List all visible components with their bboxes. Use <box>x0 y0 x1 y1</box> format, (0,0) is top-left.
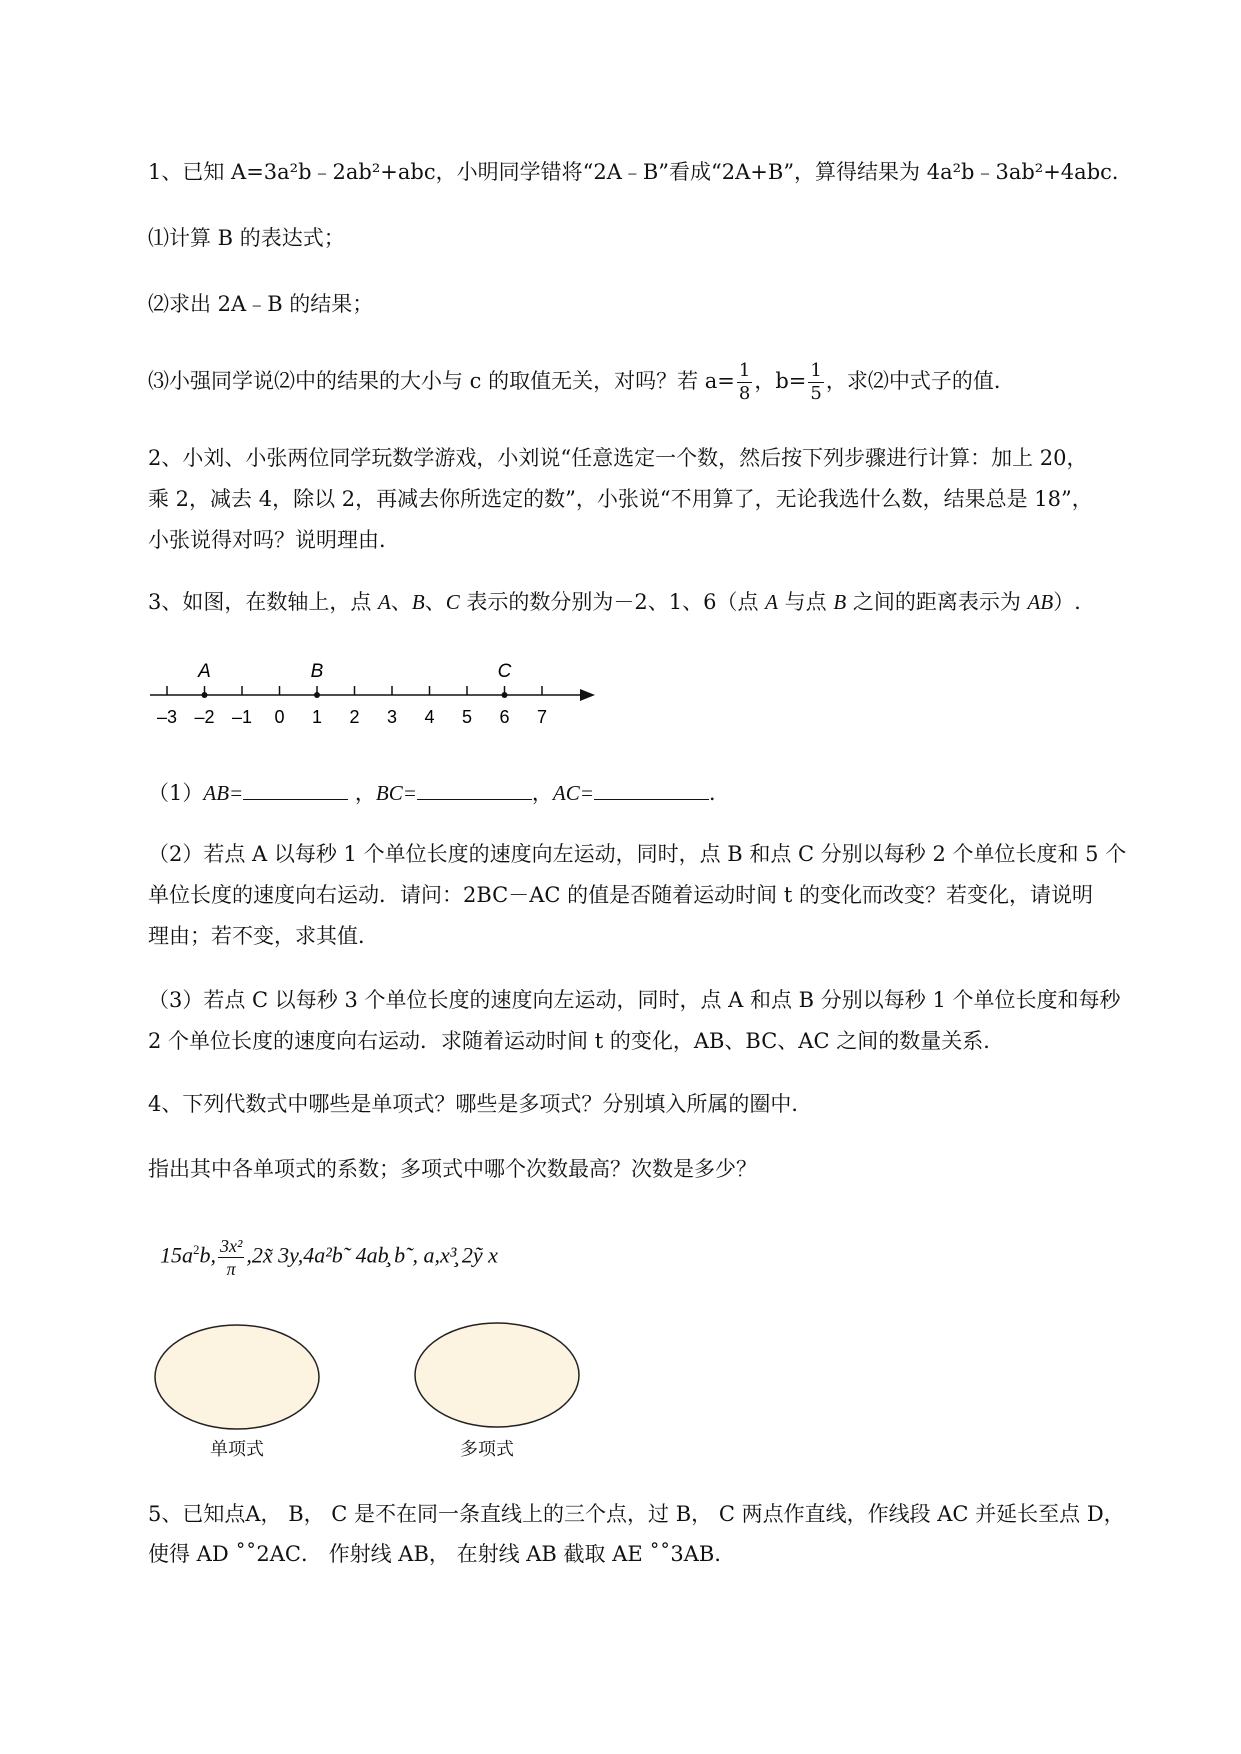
q3-part3-line2: 2 个单位长度的速度向右运动．求随着运动时间 t 的变化，AB、BC、AC 之间的数量关系． <box>148 1029 1005 1053</box>
tick-label: 7 <box>536 707 548 727</box>
fraction-b-numerator: 1 <box>810 360 822 381</box>
q3-ab-notation: AB <box>1027 590 1054 614</box>
point-a-dot <box>202 692 208 698</box>
q1-stem: 1、已知 A=3a²b﹣2ab²+abc，小明同学错将“2A﹣B”看成“2A+B”，算得结果为 4a²b﹣3ab²+4abc． <box>148 160 1133 184</box>
q4-expressions <box>160 1235 498 1280</box>
q3-part1-end: . <box>708 781 716 805</box>
point-c-label: C <box>497 661 512 682</box>
q3-stem-text-b: 表示的数分别为－2、1、6（点 <box>459 590 766 614</box>
monomial-circle <box>150 1320 325 1435</box>
expr-15a: 15a <box>160 1242 193 1268</box>
bc-answer-blank[interactable] <box>417 777 532 800</box>
q3-point-a: A <box>378 590 391 614</box>
q5-line2: 使得 AD ˚˚2AC． 作射线 AB， 在射线 AB 截取 AE ˚˚3AB． <box>148 1542 736 1566</box>
q3-stem-text-a: 3、如图，在数轴上，点 <box>148 590 379 614</box>
q1-part3-mid: ，b= <box>754 369 807 393</box>
q3-part2-line1: （2）若点 A 以每秒 1 个单位长度的速度向左运动，同时，点 B 和点 C 分别以每秒 2 个单位长度和 5 个 <box>148 842 1127 866</box>
q3-point-b-ref: B <box>833 590 847 614</box>
q1-part3-before: ⑶小强同学说⑵中的结果的大小与 c 的取值无关，对吗？若 a= <box>148 369 735 393</box>
monomial-ellipse <box>155 1325 319 1429</box>
point-a-label: A <box>198 661 211 682</box>
q3-point-a-ref: A <box>765 590 778 614</box>
q1-part3-after: ，求⑵中式子的值． <box>825 369 1015 393</box>
q3-part2-line3: 理由；若不变，求其值． <box>148 924 379 948</box>
tick-label: 4 <box>424 707 435 727</box>
expr-fraction-den: π <box>226 1259 236 1279</box>
point-b-label: B <box>310 661 324 682</box>
point-b-dot <box>314 692 320 698</box>
point-c-dot <box>502 692 508 698</box>
tick-label: 5 <box>461 707 473 727</box>
fraction-a <box>737 360 752 405</box>
fraction-a-denominator: 8 <box>738 383 751 404</box>
tick-label: 2 <box>349 707 360 727</box>
number-line-arrow <box>580 689 595 701</box>
tick-label: 3 <box>386 707 398 727</box>
q5-line1: 5、已知点A， B， C 是不在同一条直线上的三个点，过 B， C 两点作直线，作线段 AC 并延长至点 D， <box>148 1502 1125 1526</box>
q3-part1-comma1: ， <box>354 781 376 805</box>
q2-line3: 小张说得对吗？说明理由． <box>148 528 400 552</box>
expr-fraction-num: 3x² <box>220 1236 243 1256</box>
q1-part2: ⑵求出 2A﹣B 的结果； <box>148 292 374 316</box>
q3-part1-prefix: （1） <box>148 781 204 805</box>
fraction-a-numerator: 1 <box>738 360 751 381</box>
q3-stem-text-e: ）. <box>1053 590 1081 614</box>
fraction-b-denominator: 5 <box>810 383 822 404</box>
q2-line2: 乘 2，减去 4，除以 2，再减去你所选定的数”，小张说“不用算了，无论我选什么数，结果总是 18”， <box>148 487 1093 511</box>
polynomial-label: 多项式 <box>460 1439 514 1460</box>
q3-part3-line1: （3）若点 C 以每秒 3 个单位长度的速度向左运动，同时，点 A 和点 B 分别以每秒 1 个单位长度和每秒 <box>148 988 1121 1012</box>
q3-part1 <box>148 777 716 807</box>
bc-label: BC= <box>375 781 417 805</box>
expr-exp: 2 <box>193 1242 200 1258</box>
tick-label: 0 <box>274 707 285 727</box>
q1-part3 <box>148 360 1015 405</box>
expr-rest: ,2x̃ 3y,4a²b˜ 4ab̧ b˜, a,x³̧ 2ỹ x <box>246 1242 498 1268</box>
tick-label: –2 <box>194 707 215 727</box>
q3-point-c: C <box>445 590 460 614</box>
expr-fraction <box>218 1235 244 1280</box>
q4-line2: 指出其中各单项式的系数；多项式中哪个次数最高？次数是多少？ <box>148 1157 757 1181</box>
tick-label: 1 <box>311 707 323 727</box>
expr-b: b, <box>199 1242 216 1268</box>
q2-line1: 2、小刘、小张两位同学玩数学游戏，小刘说“任意选定一个数，然后按下列步骤进行计算：加上 20， <box>148 446 1088 470</box>
fraction-b <box>808 360 823 405</box>
q3-stem-text-c: 与点 <box>777 590 834 614</box>
q3-stem-text-d: 之间的距离表示为 <box>846 590 1028 614</box>
polynomial-circle <box>410 1318 585 1433</box>
ab-answer-blank[interactable] <box>243 777 348 800</box>
polynomial-ellipse <box>415 1323 579 1427</box>
q1-part1: ⑴计算 B 的表达式； <box>148 226 345 250</box>
q3-sep1: 、 <box>390 590 412 614</box>
monomial-label: 单项式 <box>210 1439 264 1460</box>
q3-point-b: B <box>411 590 425 614</box>
q3-part1-comma2: ， <box>531 781 553 805</box>
ab-label: AB= <box>203 781 244 805</box>
number-line <box>140 655 600 735</box>
tick-label: –1 <box>231 707 253 727</box>
tick-label: –3 <box>156 707 178 727</box>
q3-sep2: 、 <box>424 590 446 614</box>
tick-label: 6 <box>499 707 510 727</box>
q3-stem <box>148 588 1081 616</box>
q3-part2-line2: 单位长度的速度向右运动．请问：2BC－AC 的值是否随着运动时间 t 的变化而改变？若变化，请说明 <box>148 883 1093 907</box>
ac-label: AC= <box>552 781 594 805</box>
q4-line1: 4、下列代数式中哪些是单项式？哪些是多项式？分别填入所属的圈中． <box>148 1092 813 1116</box>
ac-answer-blank[interactable] <box>594 777 709 800</box>
